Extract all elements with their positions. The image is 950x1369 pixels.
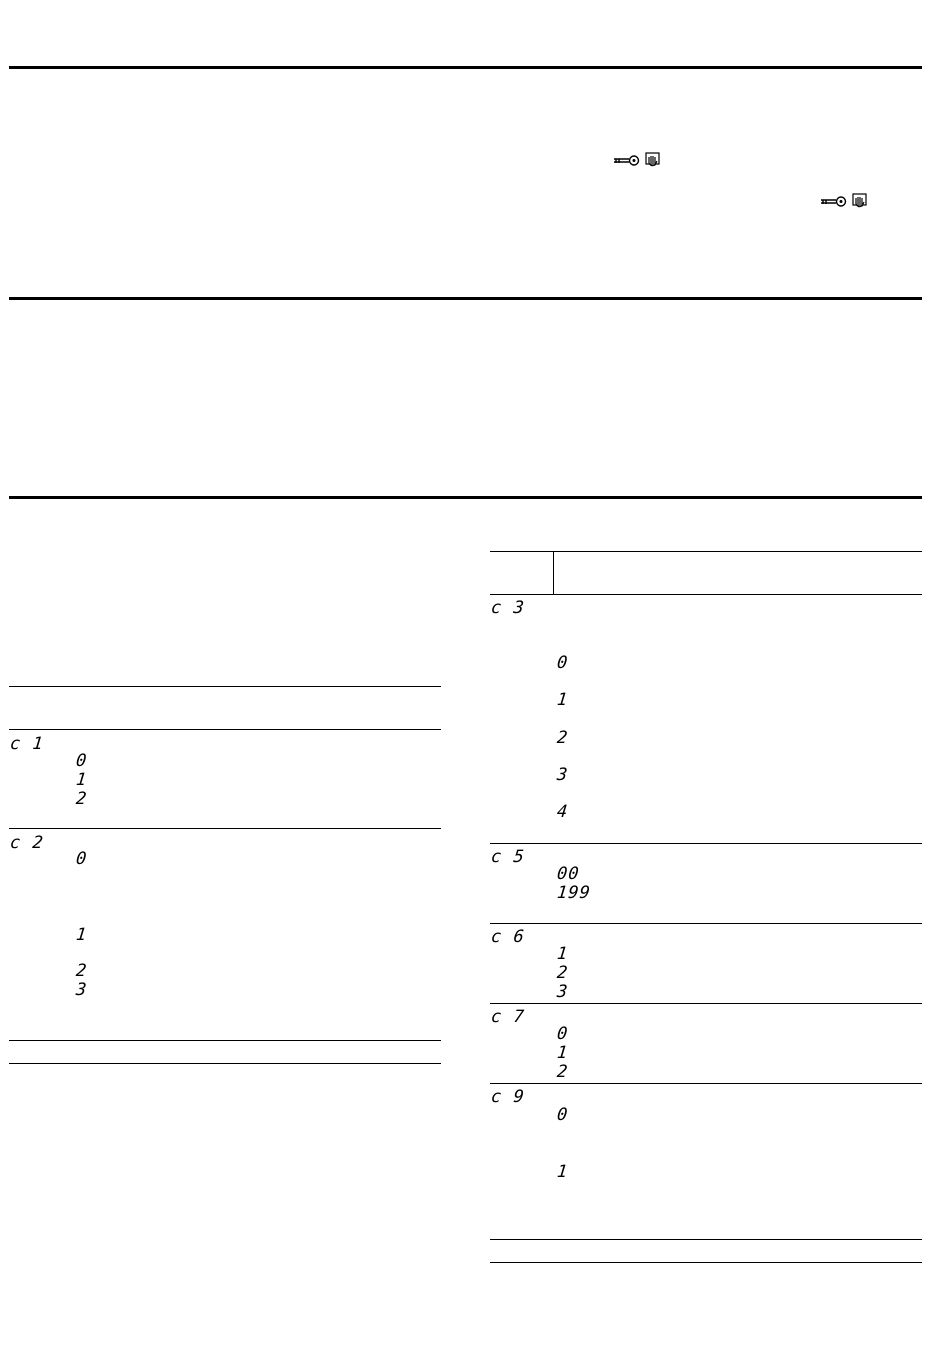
setting-code: c 2 xyxy=(8,833,45,853)
setting-value: 0 xyxy=(74,849,89,869)
setting-code: c 5 xyxy=(489,847,526,867)
setting-code: c 1 xyxy=(8,734,45,754)
setting-value: 2 xyxy=(74,961,89,981)
setting-value: 2 xyxy=(555,963,570,983)
table-rule xyxy=(490,843,922,844)
setting-value: 1 xyxy=(74,925,89,945)
table-rule xyxy=(490,1262,922,1263)
key-childlock-icon-group-2 xyxy=(820,193,870,209)
setting-value: 2 xyxy=(555,728,570,748)
column-divider xyxy=(553,551,554,595)
setting-value: 1 xyxy=(555,1043,570,1063)
key-childlock-icon-group xyxy=(613,152,663,168)
table-rule xyxy=(9,1040,441,1041)
setting-value: 1 xyxy=(555,1162,570,1182)
setting-value: 1 xyxy=(555,690,570,710)
table-rule xyxy=(490,923,922,924)
hand-lock-icon xyxy=(646,153,659,166)
setting-code: c 3 xyxy=(489,598,526,618)
table-rule xyxy=(9,686,441,687)
setting-value: 0 xyxy=(555,653,570,673)
setting-value: 0 xyxy=(74,751,89,771)
setting-value: 0 xyxy=(555,1105,570,1125)
setting-code: c 7 xyxy=(489,1007,526,1027)
section-rule-3 xyxy=(9,496,922,499)
setting-value: 3 xyxy=(555,982,570,1002)
setting-value: 199 xyxy=(555,883,592,903)
setting-value: 4 xyxy=(555,802,570,822)
table-rule xyxy=(9,729,441,730)
setting-value: 2 xyxy=(555,1062,570,1082)
setting-value: 2 xyxy=(74,789,89,809)
setting-code: c 9 xyxy=(489,1087,526,1107)
setting-value: 00 xyxy=(555,864,581,884)
table-rule xyxy=(9,828,441,829)
setting-value: 1 xyxy=(74,770,89,790)
table-rule xyxy=(490,1239,922,1240)
setting-code: c 6 xyxy=(489,927,526,947)
table-rule xyxy=(9,1063,441,1064)
key-icon xyxy=(614,156,639,165)
table-rule xyxy=(490,1083,922,1084)
setting-value: 3 xyxy=(74,980,89,1000)
setting-value: 0 xyxy=(555,1024,570,1044)
setting-value: 3 xyxy=(555,765,570,785)
table-rule xyxy=(490,551,922,552)
table-rule xyxy=(490,594,922,595)
table-rule xyxy=(490,1003,922,1004)
section-rule-2 xyxy=(9,297,922,300)
section-rule-1 xyxy=(9,66,922,69)
setting-value: 1 xyxy=(555,944,570,964)
key-icon xyxy=(821,197,846,206)
hand-lock-icon xyxy=(853,194,866,207)
